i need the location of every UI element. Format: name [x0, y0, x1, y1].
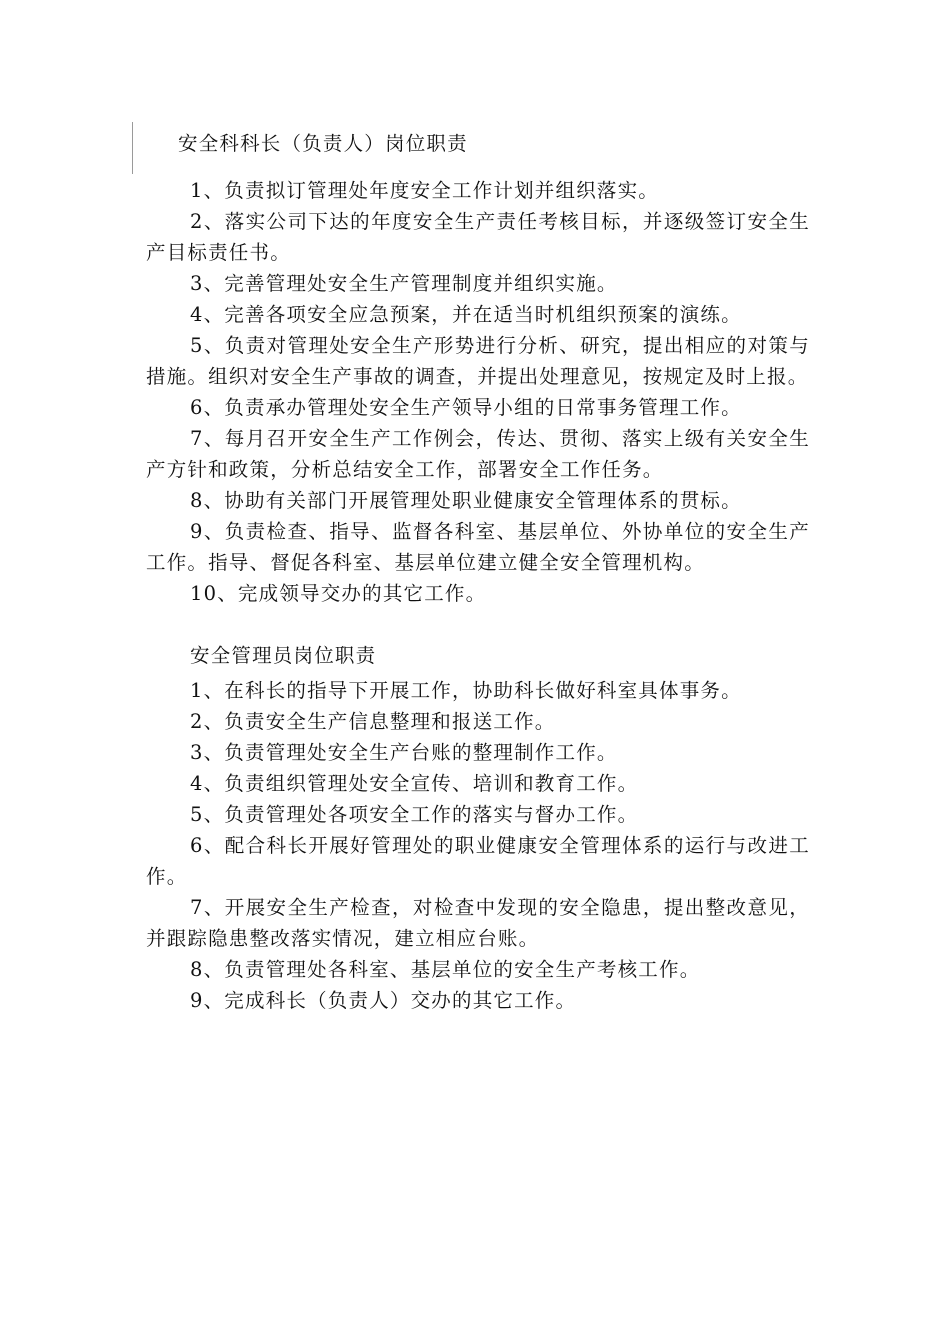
list-item: 4、完善各项安全应急预案，并在适当时机组织预案的演练。 — [190, 303, 742, 326]
margin-marker — [132, 122, 133, 174]
document-body — [146, 128, 810, 1016]
list-item: 9、完成科长（负责人）交办的其它工作。 — [190, 989, 577, 1012]
list-item: 8、协助有关部门开展管理处职业健康安全管理体系的贯标。 — [190, 489, 742, 512]
list-item: 1、在科长的指导下开展工作，协助科长做好科室具体事务。 — [190, 679, 742, 702]
list-item: 3、负责管理处安全生产台账的整理制作工作。 — [190, 741, 618, 764]
list-item: 5、负责管理处各项安全工作的落实与督办工作。 — [190, 803, 639, 826]
list-item: 9、负责检查、指导、监督各科室、基层单位、外协单位的安全生产工作。指导、督促各科室、基层单位建立健全安全管理机构。 — [146, 520, 810, 574]
list-item: 7、开展安全生产检查，对检查中发现的安全隐患，提出整改意见，并跟踪隐患整改落实情况，建立相应台账。 — [146, 896, 810, 950]
safety-officer-duties-list — [146, 675, 810, 1016]
list-item: 3、完善管理处安全生产管理制度并组织实施。 — [190, 272, 618, 295]
list-item: 4、负责组织管理处安全宣传、培训和教育工作。 — [190, 772, 639, 795]
section-title-section-chief: 安全科科长（负责人）岗位职责 — [178, 132, 468, 155]
list-item: 10、完成领导交办的其它工作。 — [190, 582, 487, 605]
section-chief-duties-list — [146, 175, 810, 609]
list-item: 8、负责管理处各科室、基层单位的安全生产考核工作。 — [190, 958, 701, 981]
list-item: 2、负责安全生产信息整理和报送工作。 — [190, 710, 556, 733]
list-item: 2、落实公司下达的年度安全生产责任考核目标，并逐级签订安全生产目标责任书。 — [146, 210, 810, 264]
section-title-safety-officer: 安全管理员岗位职责 — [190, 644, 377, 667]
list-item: 7、每月召开安全生产工作例会，传达、贯彻、落实上级有关安全生产方针和政策，分析总结安全工作，部署安全工作任务。 — [146, 427, 810, 481]
list-item: 6、负责承办管理处安全生产领导小组的日常事务管理工作。 — [190, 396, 742, 419]
list-item: 6、配合科长开展好管理处的职业健康安全管理体系的运行与改进工作。 — [146, 834, 810, 888]
list-item: 5、负责对管理处安全生产形势进行分析、研究，提出相应的对策与措施。组织对安全生产事故的调查，并提出处理意见，按规定及时上报。 — [146, 334, 810, 388]
list-item: 1、负责拟订管理处年度安全工作计划并组织落实。 — [190, 179, 660, 202]
